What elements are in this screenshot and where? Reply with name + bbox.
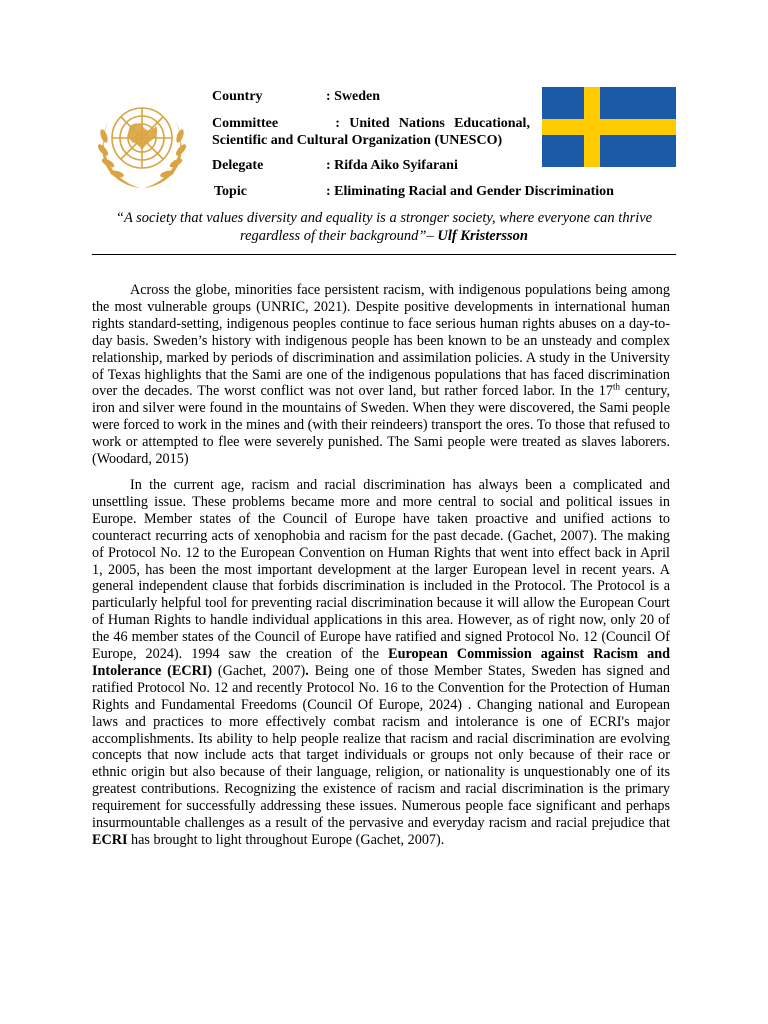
topic-label: Topic [214,184,247,199]
quote-author: Ulf Kristersson [437,228,528,244]
paragraph-1: Across the globe, minorities face persistent racism, with indigenous populations being among the most vulnerable groups (UNRIC, 2021). Despite positive developments in international human rights standard-setting, indigenous peoples continue to face serious human rights abuses on a day-to-day basis. Sweden’s history with indigenous people has been known to be an unsteady and complex relationship, marked by periods of discrimination and assimilation policies. A study in the University of Texas highlights that the Sami are one of the indigenous populations that has faced discrimination over the decades. The worst conflict was not over land, but rather forced labor. In the 17th century, iron and silver were found in the mountains of Sweden. When they were discovered, the Sami people were forced to work in the mines and (with their reindeers) transport the ores. To those that refused to work or attempted to flee were severely punished. The Sami people were treated as slaves laborers. (Woodard, 2015) [92,282,670,468]
country-label: Country [212,89,263,104]
un-emblem-icon [90,92,194,196]
delegate-value: : Rifda Aiko Syifarani [326,158,458,173]
header-divider [92,254,676,255]
committee-row: Committee : United Nations Educational, Scientific and Cultural Organization (UNESCO) [212,116,530,148]
paragraph-2: In the current age, racism and racial discrimination has always been a complicated and unsettling issue. These problems became more and more central to social and political issues in Europe. Member states of the Council of Europe have taken proactive and unified actions to counteract recurring acts of xenophobia and racism for the past decade. (Gachet, 2007). The making of Protocol No. 12 to the European Convention on Human Rights that went into effect back in April 1, 2005, has been the most important development at the larger European level in recent years. A general independent clause that forbids discrimination is included in the Protocol. The Protocol is a particularly helpful tool for preventing racial discrimination because it will allow the European Court of Human Rights to handle individual applications in this area. However, as of right now, only 20 of the 46 member states of the Council of Europe have ratified and signed Protocol No. 12 (Council Of Europe, 2024). 1994 saw the creation of the European Commission against Racism and Intolerance (ECRI) (Gachet, 2007). Being one of those Member States, Sweden has signed and ratified Protocol No. 12 and recently Protocol No. 16 to the Convention for the Protection of Human Rights and Fundamental Freedoms (Council Of Europe, 2024) . Changing national and European laws and practices to more effectively combat racism and intolerance is one of ECRI's major accomplishments. Its ability to help people realize that racism and racial discrimination are evolving concepts that now include acts that target individuals or groups not only because of their race or ethnic origin but also because of their language, religion, or nationality is unquestionably one of its greatest contributions. Recognizing the existence of racism and racial discrimination is the primary requirement for successfully addressing these issues. Numerous people face significant and perhaps insurmountable challenges as a result of the pervasive and everyday racism and racial prejudice that ECRI has brought to light throughout Europe (Gachet, 2007). [92,476,670,848]
topic-value: : Eliminating Racial and Gender Discrimination [326,184,614,199]
epigraph-quote [92,209,676,245]
country-value: : Sweden [326,89,381,104]
committee-value: Scientific and Cultural Organization (UNESCO) [212,133,503,148]
topic-row [214,184,614,200]
committee-label: Committee [212,116,279,131]
sweden-flag-icon [542,87,676,167]
document-body [92,282,670,858]
quote-text: “A society that values diversity and equality is a stronger society, where everyone can thrive regardless of their background”– [115,210,653,244]
ecri-acronym: ECRI [92,832,128,848]
ecri-name: European Commission against Racism and Intolerance (ECRI) [92,646,670,679]
delegate-label: Delegate [212,158,264,173]
